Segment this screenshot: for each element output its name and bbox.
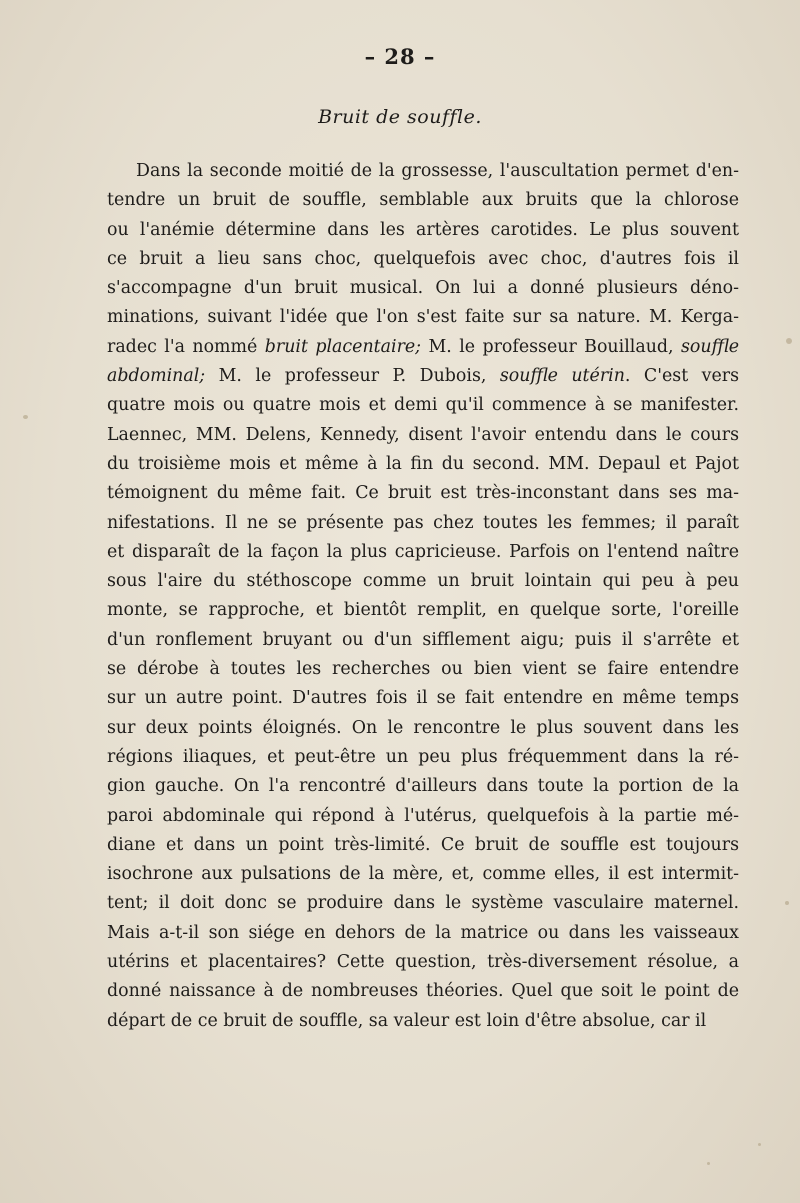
paper-speck (23, 415, 28, 419)
text-line: ce bruit a lieu sans choc, quelquefois avec choc, d'autres fois il (107, 248, 739, 269)
text-line: ou l'anémie détermine dans les artères carotides. Le plus souvent (107, 219, 739, 240)
text-run: M. le professeur P. Dubois, (205, 366, 500, 387)
section-title: Bruit de souffle. (318, 106, 482, 128)
paper-speck (785, 901, 789, 905)
paper-speck (707, 1162, 710, 1165)
text-line: témoignent du même fait. Ce bruit est très-inconstant dans ses ma- (107, 483, 739, 504)
paper-speck (758, 1143, 761, 1146)
text-line: donné naissance à de nombreuses théories. Quel que soit le point de (107, 981, 739, 1002)
text-line: gion gauche. On l'a rencontré d'ailleurs dans toute la portion de la (107, 776, 739, 797)
text-line: régions iliaques, et peut-être un peu plus fréquemment dans la ré- (107, 746, 739, 767)
text-line: minations, suivant l'idée que l'on s'est faite sur sa nature. M. Kerga- (107, 307, 739, 328)
text-line: se dérobe à toutes les recherches ou bien vient se faire entendre (107, 659, 739, 680)
text-line: diane et dans un point très-limité. Ce bruit de souffle est toujours (107, 834, 739, 855)
text-line: départ de ce bruit de souffle, sa valeur est loin d'être absolue, car il (107, 1010, 707, 1031)
text-line: utérins et placentaires? Cette question, très-diversement résolue, a (107, 952, 739, 973)
text-line (107, 362, 739, 391)
text-line: sous l'aire du stéthoscope comme un bruit lointain qui peu à peu (107, 571, 739, 592)
text-line: paroi abdominale qui répond à l'utérus, quelquefois à la partie mé- (107, 805, 739, 826)
text-line: nifestations. Il ne se présente pas chez toutes les femmes; il paraît (107, 512, 739, 533)
text-line (107, 333, 739, 362)
text-line: tendre un bruit de souffle, semblable aux bruits que la chlorose (107, 190, 739, 211)
text-run: M. le professeur Bouillaud, (421, 336, 681, 357)
text-run: . C'est vers (624, 366, 739, 387)
text-line: et disparaît de la façon la plus capricieuse. Parfois on l'entend naître (107, 541, 739, 562)
text-line: Laennec, MM. Delens, Kennedy, disent l'avoir entendu dans le cours (107, 424, 739, 445)
text-line: s'accompagne d'un bruit musical. On lui a donné plusieurs déno- (107, 278, 739, 299)
text-line: du troisième mois et même à la fin du second. MM. Depaul et Pajot (107, 453, 739, 474)
italic-term: souffle utérin (499, 366, 625, 387)
text-line: Dans la seconde moitié de la grossesse, l'auscultation permet d'en- (136, 161, 739, 181)
page-number: – 28 – (364, 44, 436, 69)
text-line: quatre mois ou quatre mois et demi qu'il commence à se manifester. (107, 395, 739, 416)
text-line: Mais a-t-il son siége en dehors de la matrice ou dans les vaisseaux (107, 922, 739, 943)
text-line: sur un autre point. D'autres fois il se fait entendre en même temps (107, 688, 739, 709)
body-paragraph (107, 157, 739, 1036)
paper-speck (786, 338, 792, 344)
italic-term: bruit placentaire; (264, 336, 422, 357)
text-line: tent; il doit donc se produire dans le système vasculaire maternel. (107, 893, 739, 914)
text-line: monte, se rapproche, et bientôt remplit, en quelque sorte, l'oreille (107, 600, 739, 621)
italic-term: abdominal; (107, 366, 206, 387)
text-line: sur deux points éloignés. On le rencontre le plus souvent dans les (107, 717, 739, 738)
text-line: isochrone aux pulsations de la mère, et, comme elles, il est intermit- (107, 864, 739, 885)
text-line: d'un ronflement bruyant ou d'un sifflement aigu; puis il s'arrête et (107, 629, 739, 650)
italic-term: souffle (680, 336, 739, 357)
text-run: radec l'a nommé (107, 336, 265, 357)
